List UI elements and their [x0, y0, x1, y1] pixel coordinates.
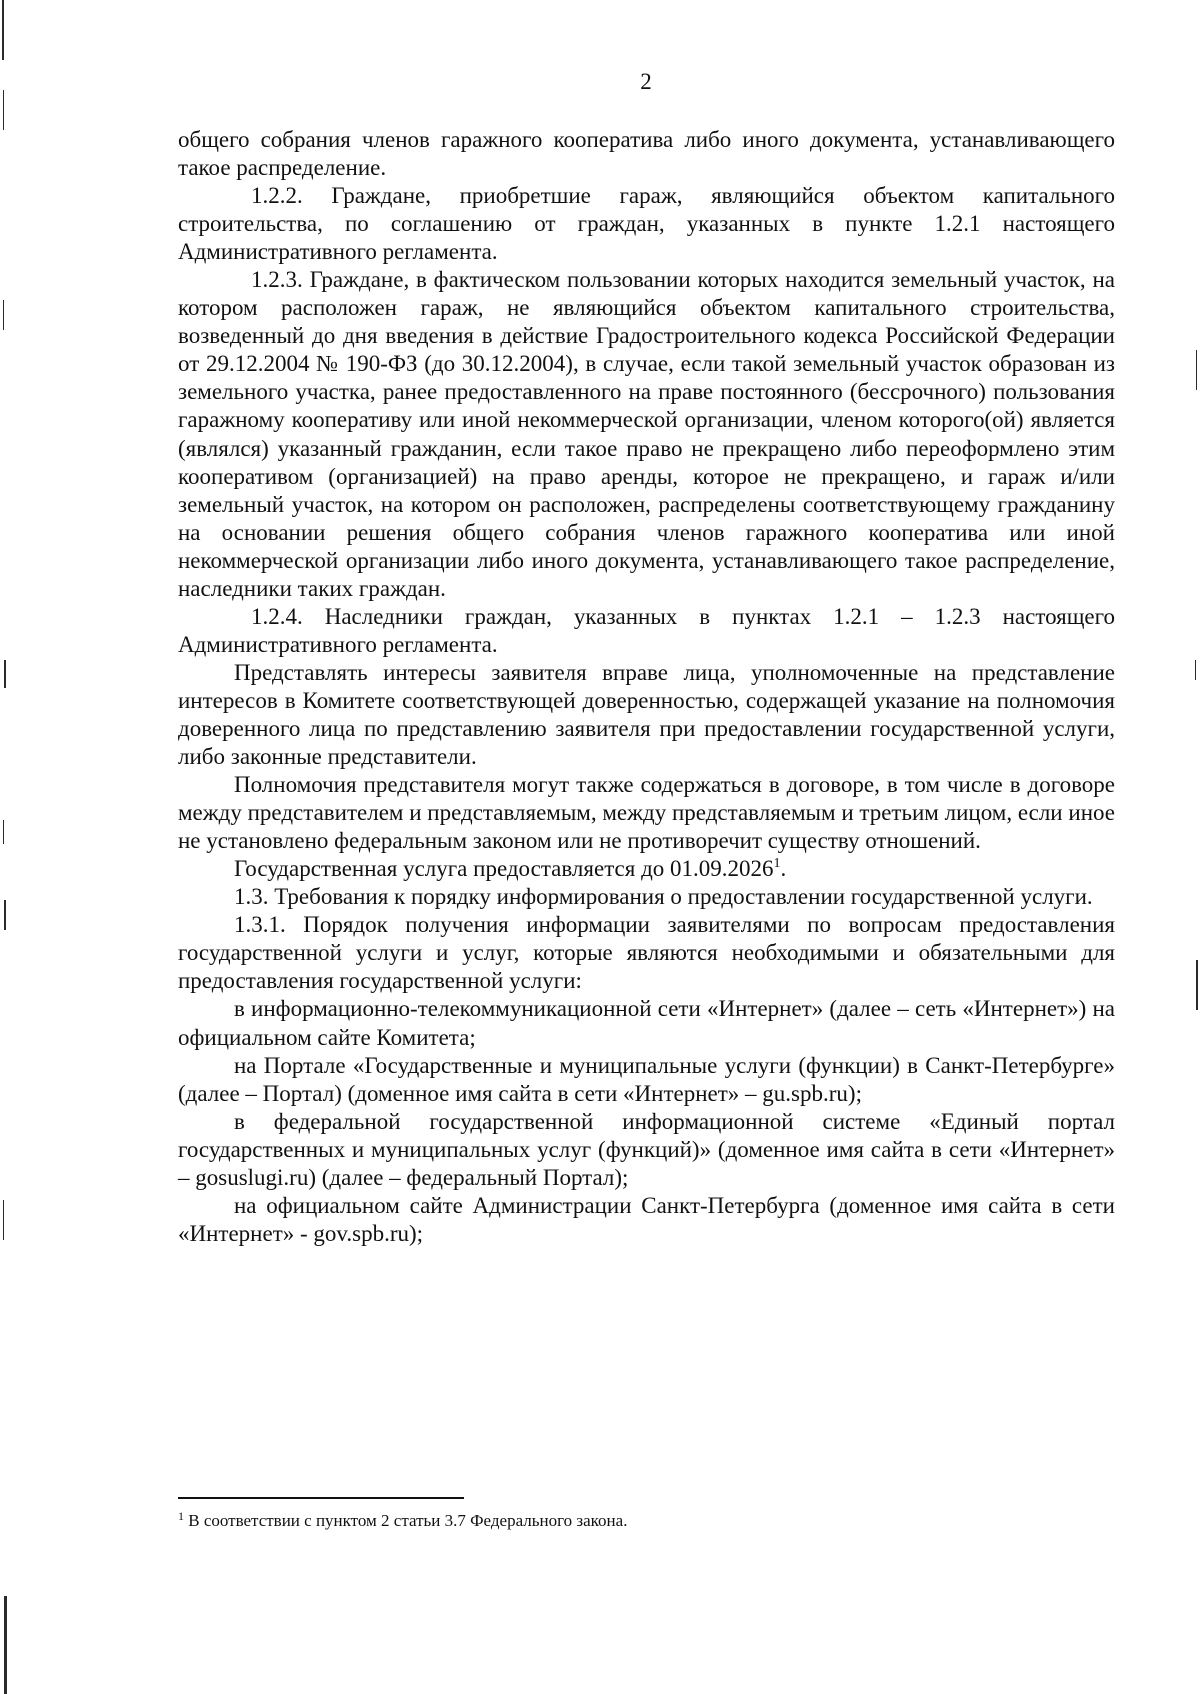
footnote-reference: 1 — [773, 856, 781, 872]
scan-edge-mark — [1195, 660, 1196, 680]
scan-edge-mark — [3, 90, 4, 130]
paragraph-service-term — [178, 855, 1115, 883]
paragraph-administration-site: на официальном сайте Администрации Санкт-Петербурга (доменное имя сайта в сети «Интернет» - gov.spb.ru); — [178, 1192, 1115, 1246]
scan-edge-mark — [4, 660, 6, 688]
scan-edge-mark — [3, 820, 4, 844]
paragraph-1-2-3: 1.2.3. Граждане, в фактическом пользовании которых находится земельный участок, на котором расположен гараж, не являющийся объектом капитального строительства, возведенный до дня введения в действие Градостроительного кодекса Российской Федерации от 29.12.2004 № 190-ФЗ (до 30.12.2004), в случае, если такой земельный участок образован из земельного участка, ранее предоставленного на праве постоянного (бессрочного) пользования гаражному кооперативу или иной некоммерческой организации, членом которого(ой) является (являлся) указанный гражданин, если такое право не прекращено либо переоформлено этим кооперативом (организацией) на право аренды, которое не прекращено, и гараж и/или земельный участок, на котором он расположен, распределены соответствующему гражданину на основании решения общего собрания членов гаражного кооператива или иной некоммерческой организации либо иного документа, устанавливающего такое распределение, наследники таких граждан. — [178, 267, 1115, 601]
service-term-period: . — [780, 856, 787, 882]
document-body — [178, 126, 1115, 1248]
paragraph-internet-site: в информационно-телекоммуникационной сети «Интернет» (далее – сеть «Интернет») на официальном сайте Комитета; — [178, 996, 1115, 1050]
scan-edge-mark — [3, 1200, 4, 1240]
scan-edge-mark — [4, 1596, 7, 1694]
scan-edge-mark — [1196, 350, 1197, 390]
paragraph-1-3: 1.3. Требования к порядку информирования о предоставлении государственной услуги. — [234, 884, 1093, 910]
paragraph-federal-portal: в федеральной государственной информационной системе «Единый портал государственных и муниципальных услуг (функций)» (доменное имя сайта в сети «Интернет» – gosuslugi.ru) (далее – федеральный Портал); — [178, 1108, 1115, 1190]
service-term-text: Государственная услуга предоставляется до 01.09.2026 — [234, 856, 774, 882]
page-number: 2 — [640, 69, 652, 94]
paragraph-1-2-2: 1.2.2. Граждане, приобретшие гараж, являющийся объектом капитального строительства, по соглашению от граждан, указанных в пункте 1.2.1 настоящего Административного регламента. — [178, 183, 1115, 265]
scan-edge-mark — [3, 300, 4, 330]
paragraph-1-2-4: 1.2.4. Наследники граждан, указанных в пунктах 1.2.1 – 1.2.3 настоящего Административного регламента. — [178, 603, 1115, 657]
scan-edge-mark — [4, 900, 6, 930]
paragraph-continuation: общего собрания членов гаражного кооператива либо иного документа, устанавливающего такое распределение. — [178, 127, 1115, 181]
paragraph-1-3-1: 1.3.1. Порядок получения информации заявителями по вопросам предоставления государственной услуги и услуг, которые являются необходимыми и обязательными для предоставления государственной услуги: — [178, 912, 1115, 994]
footnote-marker: 1 — [178, 1509, 184, 1523]
scan-edge-mark — [2, 0, 4, 60]
paragraph-representative-powers: Полномочия представителя могут также содержаться в договоре, в том числе в договоре между представителем и представляемым, между представляемым и третьим лицом, если иное не установлено федеральным законом или не противоречит существу отношений. — [178, 772, 1115, 854]
scan-edge-mark — [1196, 960, 1198, 1010]
footnote-text: В соответствии с пунктом 2 статьи 3.7 Федерального закона. — [188, 1511, 628, 1530]
footnote — [178, 1510, 1115, 1532]
paragraph-spb-portal: на Портале «Государственные и муниципальные услуги (функции) в Санкт-Петербурге» (далее – Портал) (доменное имя сайта в сети «Интернет» – gu.spb.ru); — [178, 1052, 1115, 1106]
footnote-separator — [178, 1497, 464, 1499]
paragraph-representatives: Представлять интересы заявителя вправе лица, уполномоченные на представление интересов в Комитете соответствующей доверенностью, содержащей указание на полномочия доверенного лица по представлению заявителя при предоставлении государственной услуги, либо законные представители. — [178, 659, 1115, 770]
